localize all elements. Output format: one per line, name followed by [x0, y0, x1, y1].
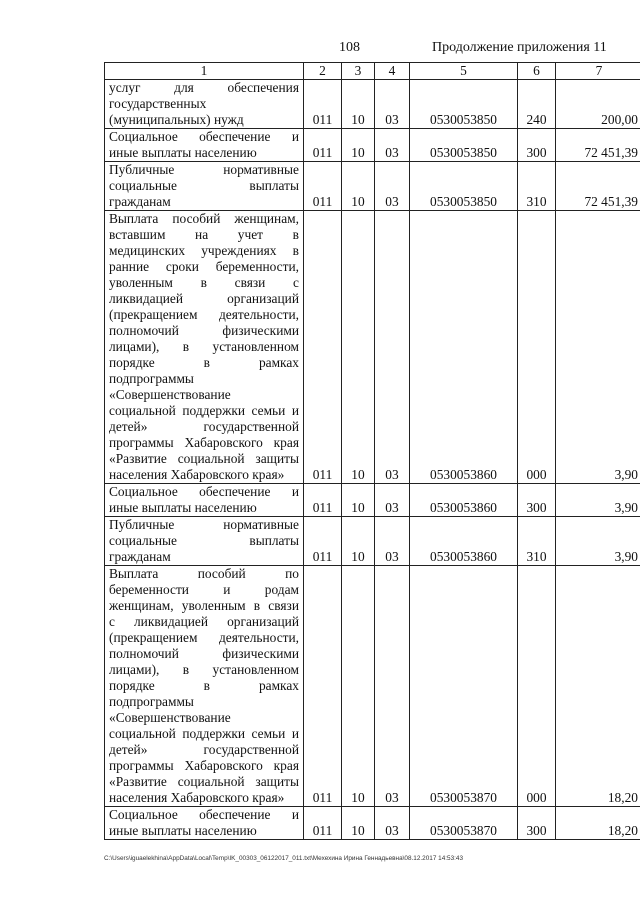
code-subsection: 03	[375, 517, 410, 566]
description-line: лицами), в установленном	[109, 662, 299, 677]
description-line: Выплата пособий по	[109, 566, 299, 581]
description-line: социальной поддержки семьи и	[109, 726, 299, 741]
description-line: Социальное обеспечение и	[109, 807, 299, 822]
amount: 72 451,39	[556, 162, 640, 211]
code-section: 10	[342, 211, 375, 484]
code-subsection: 03	[375, 484, 410, 517]
header-col-2: 2	[304, 63, 342, 80]
table-row	[105, 517, 640, 566]
code-section: 10	[342, 566, 375, 807]
description-line: детей» государственной	[109, 419, 299, 434]
code-expense-type: 310	[518, 517, 556, 566]
amount: 200,00	[556, 80, 640, 129]
description-line: «Совершенствование	[109, 710, 231, 725]
amount: 72 451,39	[556, 129, 640, 162]
description-line: уволенным в связи с	[109, 275, 299, 290]
description-line: социальные выплаты	[109, 533, 299, 548]
amount: 3,90	[556, 484, 640, 517]
code-target-article: 0530053850	[410, 162, 518, 211]
description-line: Социальное обеспечение и	[109, 484, 299, 499]
table-row	[105, 566, 640, 807]
code-expense-type: 000	[518, 211, 556, 484]
code-section: 10	[342, 517, 375, 566]
code-subsection: 03	[375, 211, 410, 484]
description-line: с ликвидацией организаций	[109, 614, 299, 629]
description-line: программы Хабаровского края	[109, 758, 299, 773]
code-ministry: 011	[304, 484, 342, 517]
description-line: иные выплаты населению	[109, 500, 257, 515]
code-target-article: 0530053860	[410, 517, 518, 566]
description-line: порядке в рамках	[109, 355, 299, 370]
description-line: полномочий физическими	[109, 323, 299, 338]
description-line: подпрограммы	[109, 694, 194, 709]
amount: 3,90	[556, 517, 640, 566]
row-description	[105, 517, 304, 566]
description-line: лицами), в установленном	[109, 339, 299, 354]
description-line: Публичные нормативные	[109, 162, 299, 177]
code-section: 10	[342, 80, 375, 129]
description-line: вставшим на учет в	[109, 227, 299, 242]
row-description	[105, 129, 304, 162]
table-row	[105, 80, 640, 129]
description-line: Публичные нормативные	[109, 517, 299, 532]
code-section: 10	[342, 129, 375, 162]
description-line: гражданам	[109, 194, 171, 209]
header-col-7: 7	[556, 63, 640, 80]
code-ministry: 011	[304, 566, 342, 807]
code-section: 10	[342, 807, 375, 840]
code-expense-type: 310	[518, 162, 556, 211]
row-description	[105, 807, 304, 840]
description-line: беременности и родам	[109, 582, 299, 597]
header-col-3: 3	[342, 63, 375, 80]
code-expense-type: 300	[518, 807, 556, 840]
code-ministry: 011	[304, 211, 342, 484]
description-line: «Развитие социальной защиты	[109, 774, 299, 789]
amount: 3,90	[556, 211, 640, 484]
description-line: программы Хабаровского края	[109, 435, 299, 450]
description-line: гражданам	[109, 549, 171, 564]
continuation-title: Продолжение приложения 11	[432, 40, 607, 55]
code-ministry: 011	[304, 80, 342, 129]
description-line: иные выплаты населению	[109, 145, 257, 160]
description-line: «Развитие социальной защиты	[109, 451, 299, 466]
description-line: порядке в рамках	[109, 678, 299, 693]
description-line: (прекращением деятельности,	[109, 630, 299, 645]
description-line: населения Хабаровского края»	[109, 467, 285, 482]
description-line: услуг для обеспечения	[109, 80, 299, 95]
description-line: Выплата пособий женщинам,	[109, 211, 299, 226]
description-line: ликвидацией организаций	[109, 291, 299, 306]
description-line: женщинам, уволенным в связи	[109, 598, 299, 613]
code-ministry: 011	[304, 517, 342, 566]
header-col-4: 4	[375, 63, 410, 80]
code-expense-type: 000	[518, 566, 556, 807]
table-row	[105, 484, 640, 517]
footer-path: C:\Users\iguaelekhina\AppData\Local\Temp\IK_00303_06122017_011.txt\Мехехина Ирина Геннадьевна\08.12.2017 14:53:43	[104, 855, 464, 862]
code-ministry: 011	[304, 162, 342, 211]
table-row	[105, 211, 640, 484]
table-row	[105, 129, 640, 162]
description-line: социальной поддержки семьи и	[109, 403, 299, 418]
page-number: 108	[339, 40, 360, 55]
row-description	[105, 80, 304, 129]
row-description	[105, 211, 304, 484]
code-subsection: 03	[375, 129, 410, 162]
description-line: (муниципальных) нужд	[109, 112, 244, 127]
row-description	[105, 566, 304, 807]
description-line: государственных	[109, 96, 207, 111]
code-expense-type: 300	[518, 484, 556, 517]
description-line: иные выплаты населению	[109, 823, 257, 838]
header-col-6: 6	[518, 63, 556, 80]
description-line: Социальное обеспечение и	[109, 129, 299, 144]
code-target-article: 0530053860	[410, 211, 518, 484]
code-section: 10	[342, 484, 375, 517]
code-expense-type: 300	[518, 129, 556, 162]
code-target-article: 0530053860	[410, 484, 518, 517]
description-line: медицинских учреждениях в	[109, 243, 299, 258]
code-ministry: 011	[304, 129, 342, 162]
description-line: «Совершенствование	[109, 387, 231, 402]
code-ministry: 011	[304, 807, 342, 840]
description-line: ранние сроки беременности,	[109, 259, 299, 274]
code-subsection: 03	[375, 80, 410, 129]
code-subsection: 03	[375, 566, 410, 807]
header-row	[105, 63, 640, 80]
code-expense-type: 240	[518, 80, 556, 129]
table-row	[105, 162, 640, 211]
description-line: детей» государственной	[109, 742, 299, 757]
description-line: полномочий физическими	[109, 646, 299, 661]
description-line: социальные выплаты	[109, 178, 299, 193]
code-subsection: 03	[375, 807, 410, 840]
code-target-article: 0530053850	[410, 80, 518, 129]
code-target-article: 0530053870	[410, 807, 518, 840]
amount: 18,20	[556, 807, 640, 840]
table-row	[105, 807, 640, 840]
code-section: 10	[342, 162, 375, 211]
header-col-5: 5	[410, 63, 518, 80]
row-description	[105, 162, 304, 211]
amount: 18,20	[556, 566, 640, 807]
code-target-article: 0530053870	[410, 566, 518, 807]
header-col-1: 1	[105, 63, 304, 80]
code-target-article: 0530053850	[410, 129, 518, 162]
row-description	[105, 484, 304, 517]
code-subsection: 03	[375, 162, 410, 211]
description-line: подпрограммы	[109, 371, 194, 386]
description-line: населения Хабаровского края»	[109, 790, 285, 805]
budget-table	[104, 62, 640, 840]
description-line: (прекращением деятельности,	[109, 307, 299, 322]
